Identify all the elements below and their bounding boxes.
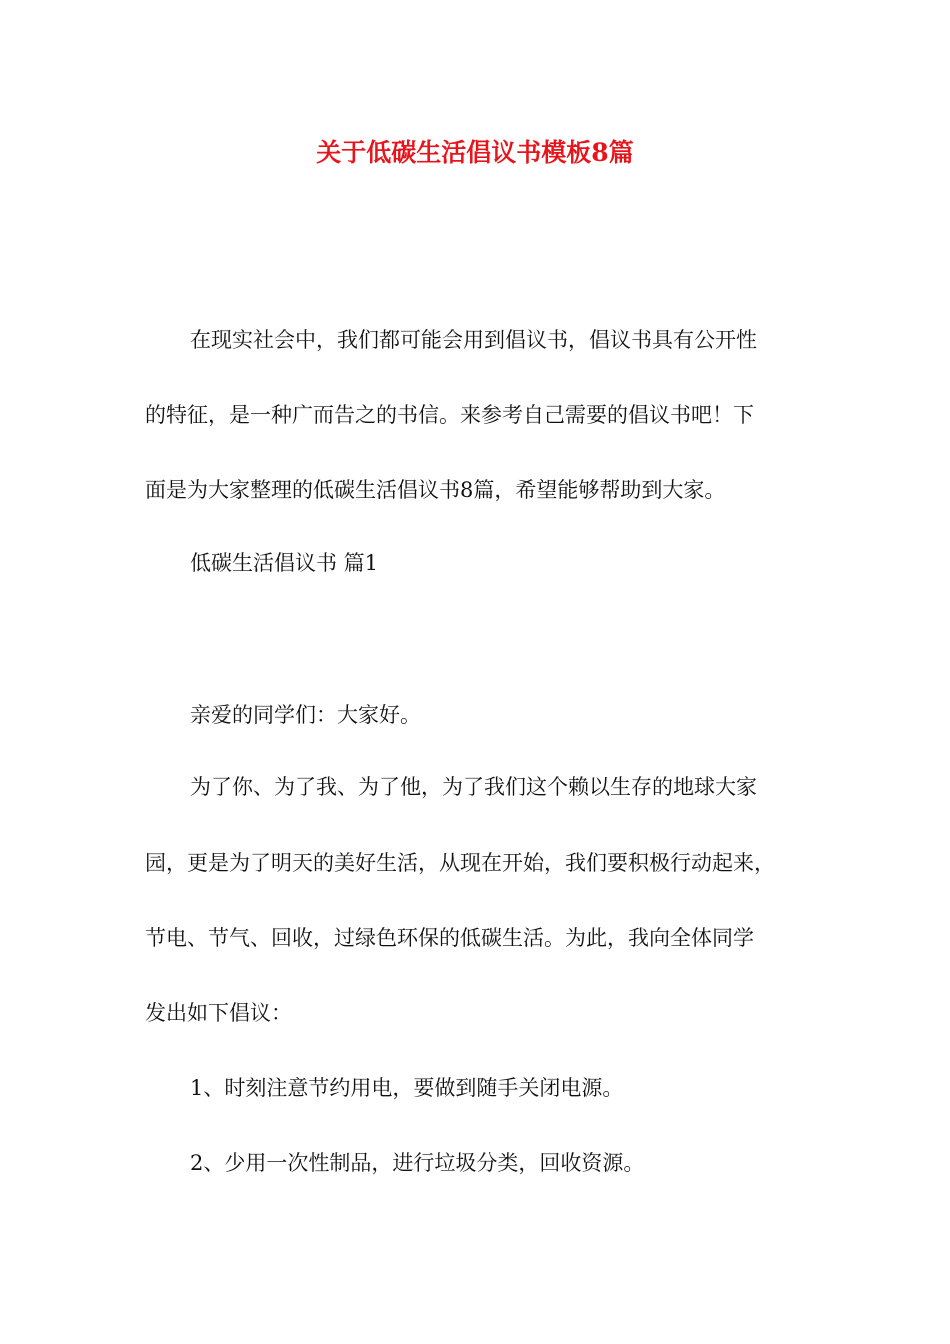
document-title: 关于低碳生活倡议书模板8篇: [316, 138, 634, 167]
intro-line-1: 在现实社会中，我们都可能会用到倡议书，倡议书具有公开性: [190, 328, 757, 352]
body-line-1: 为了你、为了我、为了他，为了我们这个赖以生存的地球大家: [190, 775, 757, 799]
body-line-2: 园，更是为了明天的美好生活，从现在开始，我们要积极行动起来，: [145, 851, 775, 875]
body-line-3: 节电、节气、回收，过绿色环保的低碳生活。为此，我向全体同学: [145, 926, 754, 950]
intro-line-3: 面是为大家整理的低碳生活倡议书8篇，希望能够帮助到大家。: [145, 478, 726, 502]
list-item-2: 2、少用一次性制品，进行垃圾分类，回收资源。: [190, 1151, 645, 1175]
section-heading: 低碳生活倡议书 篇1: [190, 551, 379, 575]
body-line-4: 发出如下倡议：: [145, 1001, 292, 1025]
greeting: 亲爱的同学们：大家好。: [190, 703, 421, 727]
list-item-1: 1、时刻注意节约用电，要做到随手关闭电源。: [190, 1076, 624, 1100]
intro-line-2: 的特征，是一种广而告之的书信。来参考自己需要的倡议书吧！下: [145, 403, 754, 427]
